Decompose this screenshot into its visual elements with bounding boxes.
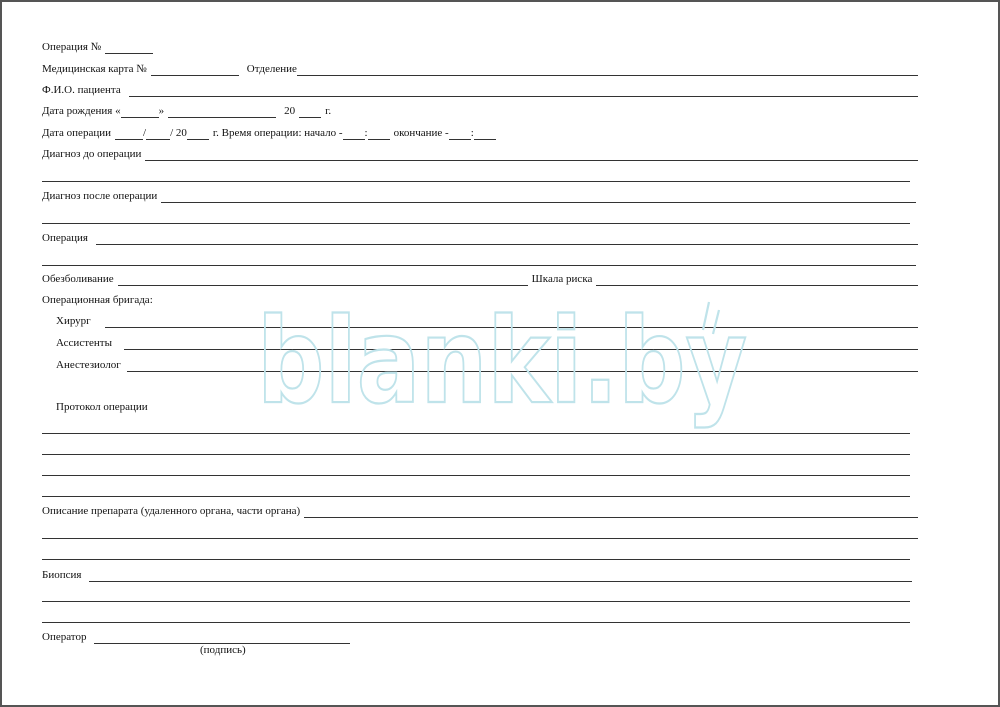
diagnosis-before-row — [42, 147, 918, 161]
team-label: Операционная бригада: — [42, 294, 153, 306]
anesthesia-label: Обезболивание — [42, 273, 114, 285]
operation-time-label: г. Время операции: начало - — [212, 127, 343, 139]
operation-month-field[interactable] — [146, 127, 170, 140]
surgeon-row — [56, 314, 918, 328]
diagnosis-after-field[interactable] — [161, 190, 916, 203]
biopsy-field[interactable] — [89, 569, 912, 582]
operation-label: Операция — [42, 232, 88, 244]
diagnosis-before-label: Диагноз до операции — [42, 148, 142, 160]
birth-year-prefix: 20 — [284, 105, 296, 117]
biopsy-row — [42, 568, 912, 582]
anesthesia-row — [42, 272, 918, 286]
diagnosis-before-field[interactable] — [145, 148, 918, 161]
operation-field[interactable] — [96, 232, 918, 245]
birth-day-field[interactable] — [121, 105, 159, 118]
birth-year-suffix: г. — [325, 105, 332, 117]
protocol-row — [56, 400, 148, 414]
protocol-line-1[interactable] — [42, 433, 910, 434]
signature-caption: (подпись) — [200, 644, 246, 656]
end-time-colon: : — [470, 127, 474, 139]
operation-number-label: Операция № — [42, 41, 102, 53]
med-card-label: Медицинская карта № — [42, 63, 147, 75]
start-minute-field[interactable] — [368, 127, 390, 140]
biopsy-line-1[interactable] — [42, 601, 910, 602]
assistants-row — [56, 336, 918, 350]
specimen-label: Описание препарата (удаленного органа, части органа) — [42, 505, 301, 517]
start-time-colon: : — [364, 127, 368, 139]
operation-date-row — [42, 126, 496, 140]
biopsy-label: Биопсия — [42, 569, 82, 581]
operation-year-field[interactable] — [187, 127, 209, 140]
birth-year-field[interactable] — [299, 105, 321, 118]
specimen-line-2[interactable] — [42, 559, 910, 560]
operation-date-sep1: / — [143, 127, 147, 139]
operation-line[interactable] — [42, 265, 916, 266]
anesthesiologist-row — [56, 358, 918, 372]
birth-date-row — [42, 104, 331, 118]
start-hour-field[interactable] — [343, 127, 365, 140]
blanki-watermark — [257, 290, 757, 430]
department-field[interactable] — [297, 63, 918, 76]
end-time-label: окончание - — [393, 127, 449, 139]
protocol-line-4[interactable] — [42, 496, 910, 497]
operation-number-field[interactable] — [105, 41, 153, 54]
operation-date-sep2: / 20 — [170, 127, 187, 139]
team-row — [42, 293, 153, 307]
assistants-label: Ассистенты — [56, 337, 112, 349]
diagnosis-after-label: Диагноз после операции — [42, 190, 158, 202]
protocol-line-3[interactable] — [42, 475, 910, 476]
operation-date-label: Дата операции — [42, 127, 111, 139]
patient-name-label: Ф.И.О. пациента — [42, 84, 121, 96]
med-card-row — [42, 62, 918, 76]
risk-scale-label: Шкала риска — [531, 273, 593, 285]
end-hour-field[interactable] — [449, 127, 471, 140]
birth-date-quote: » — [158, 105, 165, 117]
operation-number-row — [42, 40, 153, 54]
patient-name-field[interactable] — [129, 84, 918, 97]
end-minute-field[interactable] — [474, 127, 496, 140]
patient-name-row — [42, 83, 918, 97]
operation-day-field[interactable] — [115, 127, 143, 140]
specimen-row — [42, 504, 918, 518]
med-card-field[interactable] — [151, 63, 239, 76]
diagnosis-after-line[interactable] — [42, 223, 910, 224]
anesthesia-field[interactable] — [118, 273, 528, 286]
protocol-label: Протокол операции — [56, 401, 148, 413]
assistants-field[interactable] — [124, 337, 918, 350]
surgeon-label: Хирург — [56, 315, 91, 327]
protocol-line-2[interactable] — [42, 454, 910, 455]
risk-scale-field[interactable] — [596, 273, 918, 286]
diagnosis-after-row — [42, 189, 916, 203]
biopsy-line-2[interactable] — [42, 622, 910, 623]
specimen-field[interactable] — [304, 505, 918, 518]
surgeon-field[interactable] — [105, 315, 918, 328]
specimen-line-1[interactable] — [42, 538, 918, 539]
birth-month-field[interactable] — [168, 105, 276, 118]
department-label: Отделение — [246, 63, 297, 75]
anesthesiologist-field[interactable] — [127, 359, 918, 372]
operator-signature-field[interactable] — [94, 631, 350, 644]
anesthesiologist-label: Анестезиолог — [56, 359, 121, 371]
diagnosis-before-line[interactable] — [42, 181, 910, 182]
operation-row — [42, 231, 918, 245]
birth-date-label: Дата рождения « — [42, 105, 121, 117]
watermark-text: blanki.by — [257, 292, 747, 430]
operator-label: Оператор — [42, 631, 87, 643]
operator-row — [42, 630, 350, 644]
